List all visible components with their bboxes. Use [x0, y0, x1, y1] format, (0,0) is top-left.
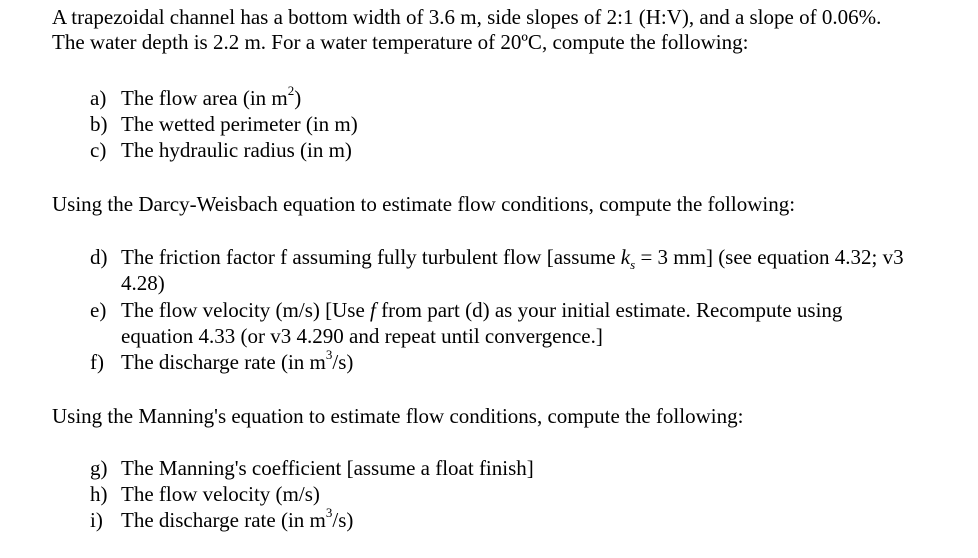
- superscript: 3: [325, 505, 333, 520]
- darcy-intro: Using the Darcy-Weisbach equation to estimate flow conditions, compute the following:: [52, 192, 796, 216]
- item-letter: h): [90, 482, 108, 506]
- intro-line-2: The water depth is 2.2 m. For a water temperature of 20ºC, compute the following:: [52, 30, 749, 54]
- manning-intro: Using the Manning's equation to estimate flow conditions, compute the following:: [52, 404, 744, 428]
- item-d-continuation: 4.28): [121, 271, 165, 295]
- item-text: The flow velocity (m/s) [Use: [121, 298, 371, 322]
- item-letter: g): [90, 456, 108, 480]
- item-text-end: /s): [332, 350, 354, 374]
- item-text-end: = 3 mm] (see equation 4.32; v3: [635, 245, 904, 269]
- item-text-end: ): [294, 86, 302, 110]
- intro-line-1: A trapezoidal channel has a bottom width of 3.6 m, side slopes of 2:1 (H:V), and a slope of 0.06%.: [52, 5, 882, 29]
- item-letter: a): [90, 86, 107, 110]
- item-text: The flow velocity (m/s): [121, 482, 320, 506]
- friction-symbol: f: [370, 298, 376, 322]
- superscript: 2: [287, 83, 295, 98]
- item-letter: c): [90, 138, 107, 162]
- item-letter: b): [90, 112, 108, 136]
- item-text: The discharge rate (in m: [121, 508, 326, 532]
- superscript: 3: [325, 347, 333, 362]
- item-e-continuation: equation 4.33 (or v3 4.290 and repeat until convergence.]: [121, 324, 603, 348]
- roughness-subscript: s: [630, 257, 636, 273]
- item-text: The discharge rate (in m: [121, 350, 326, 374]
- roughness-symbol: k: [620, 245, 631, 269]
- item-letter: e): [90, 298, 107, 322]
- item-text: The Manning's coefficient [assume a float finish]: [121, 456, 534, 480]
- item-letter: d): [90, 245, 108, 269]
- item-letter: i): [90, 508, 103, 532]
- item-text: The flow area (in m: [121, 86, 288, 110]
- item-text-end: from part (d) as your initial estimate. Recompute using: [375, 298, 843, 322]
- item-text: The friction factor f assuming fully turbulent flow [assume: [121, 245, 621, 269]
- item-text: The wetted perimeter (in m): [121, 112, 358, 136]
- item-text: The hydraulic radius (in m): [121, 138, 352, 162]
- item-letter: f): [90, 350, 104, 374]
- item-text-end: /s): [332, 508, 354, 532]
